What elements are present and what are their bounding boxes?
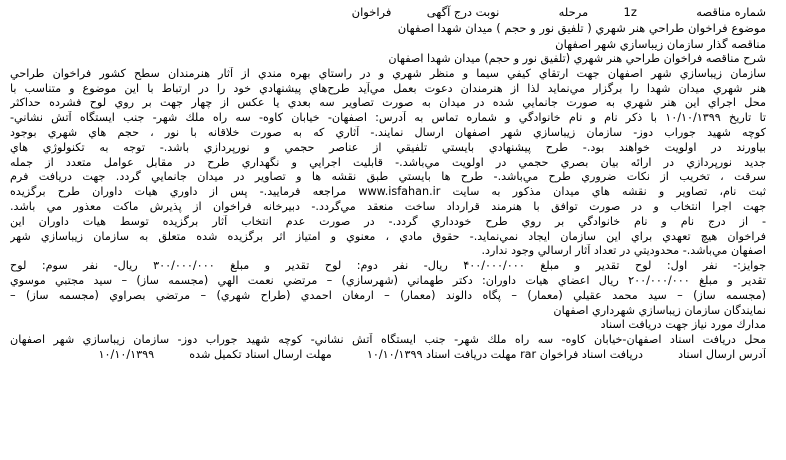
notice-type-label: نوبت درج آگهی	[426, 5, 500, 19]
notice-line: اصفهان مي‌باشد.- محدوديتي در تعداد آثار ارسالي وجود ندارد.	[481, 244, 766, 258]
notice-subject: موضوع فراخوان طراحي هنر شهري ( تلفيق نور و حجم ) ميدان شهدا اصفهان	[397, 21, 766, 35]
notice-line: - از درج نام و نام خانوادگي بر روي طرح خودداري گردد.- در صورت عدم انتخاب آثار برگزيده توسط هيات داوران اين	[10, 214, 766, 228]
notice-line: ثبت نام، تصاوير و نقشه هاي ميدان مذكور به سايت www.isfahan.ir مراجعه فرماييد.- پس از داوري هيات داوران طرح برگزيده	[10, 185, 766, 199]
receipt-deadline-label: مهلت دريافت اسناد	[426, 347, 517, 361]
notice-type-value: فراخوان	[351, 5, 392, 19]
notice-line: محل اجراي اين هنر شهري به صورت جانمايي شده در ميدان به صورت تصاوير سه بعدي يا عكس از چهار جهت بر روي لوح فشرده حداكثر	[10, 96, 766, 110]
notice-line: جوايز:- نفر اول: لوح تقدير و مبلغ ۴۰۰/۰۰۰/۰۰۰ ريال- نفر دوم: لوح تقدير و مبلغ ۳۰۰/۰۰۰/۰۰۰ ريال- نفر سوم: لوح	[10, 259, 766, 273]
notice-line: سرقت ، تخريب از نكات ضروري طرح مي‌باشد.- طرح ها بايستي طبق نقشه ها و تصاوير در ميدان جانمايي گردد. جهت دريافت فرم	[10, 170, 766, 184]
submit-deadline: ۱۰/۱۰/۱۳۹۹	[98, 347, 155, 361]
receipt-deadline: ۱۰/۱۰/۱۳۹۹	[366, 347, 423, 361]
file-format: rar	[520, 347, 537, 361]
notice-line: سازمان زيباسازي شهر اصفهان جهت ارتقاي كيفي سيما و منظر شهري و در راستاي بهره مندي از آثار هنرمندان سطح كشور فراخوان طراحي	[10, 66, 766, 80]
notice-line: جهت اجرا انتخاب و در صورت توافق با هنرمند قرارداد ساخت منعقد مي‌گردد.- دبيرخانه فراخوان از پذيرش ماكت معذور مي باشد.	[10, 199, 766, 213]
tender-number-label: شماره مناقصه	[696, 5, 766, 19]
tender-number: 1z	[623, 5, 637, 19]
notice-line: مدارك مورد نياز جهت دريافت اسناد	[600, 318, 766, 332]
notice-line: شرح مناقصه فراخوان طراحي هنر شهري (تلفيق نور و حجم) ميدان شهدا اصفهان	[388, 52, 766, 65]
notice-line: تقدير و مبلغ ۲۰۰/۰۰۰/۰۰۰ ريال اعضاي هيات داوران: دكتر طهماني (شهرسازي) – مرتضي نعمت الهي (مجسمه ساز) – سيد مجتبي موسوي	[10, 273, 766, 287]
notice-line: بياورند در اولويت خواهند بود.- طرح پيشنهادي بايستي تلفيقي از عناصر حجمي و نورپردازي باشد.- توجه به تكنولوژي هاي	[10, 140, 766, 154]
notice-footer-row	[10, 348, 766, 363]
stage-label: مرحله	[558, 5, 589, 19]
received-label: دريافت اسناد فراخوان	[539, 347, 643, 361]
notice-line: جديد نورپردازي در ارائه بيان بصري حجمي در اولويت مي‌باشد.- قابليت اجرايي و نگهداري طرح در مقابل عوامل متعدد از جمله	[10, 155, 766, 169]
notice-line: فراخوان هيچ تعهدي براي اين سازمان ايجاد نمي‌نمايد.- حقوق مادي ، معنوي و امتياز اثر برگزيده شده متعلق به سازمان زيباسازي شهر	[10, 229, 766, 243]
notice-line: نمايندگان سازمان زيباسازي شهرداري اصفهان	[553, 303, 766, 317]
notice-line: هنر شهري ميدان شهدا را برگزار مي‌نمايد لذا از هنرمندان دعوت بعمل مي‌آيد طرح‌هاي پيشنهادي خود را در ارتباط با اين موضوع و متناسب با	[10, 81, 766, 95]
address-label: آدرس ارسال اسناد	[678, 347, 766, 361]
notice-line: كوچه شهيد جوراب دوز- سازمان زيباسازي شهر اصفهان ارسال نمايند.- آثاري كه به صورت خلاقانه با نور ، حجم هاي شهري بوجود	[10, 125, 766, 139]
notice-line: محل دريافت اسناد اصفهان-خيابان كاوه- سه راه ملك شهر- جنب ايستگاه آتش نشاني- كوچه شهيد جوراب دوز- سازمان زيباسازي شهر اصفهان	[10, 333, 766, 347]
notice-line: تا تاريخ ۱۰/۱۰/۱۳۹۹ با ذكر نام و نام خانوادگي و شماره تماس به آدرس: اصفهان- خيابان كاوه- سه راه ملك شهر- جنب ايستگاه آتش نشاني-	[10, 111, 766, 125]
notice-header-row	[10, 4, 766, 20]
notice-line: (مجسمه ساز) – سيد محمد عقيلي (معمار) – پگاه دالوند (معمار) – ارمغان احمدي (طراح شهري) – مرتضي بصراوي (مجسمه ساز) –	[10, 288, 766, 302]
notice-tenderer: مناقصه گذار سازمان زيباسازي شهر اصفهان	[555, 37, 766, 51]
submit-deadline-label: مهلت ارسال اسناد تكميل شده	[189, 347, 332, 361]
